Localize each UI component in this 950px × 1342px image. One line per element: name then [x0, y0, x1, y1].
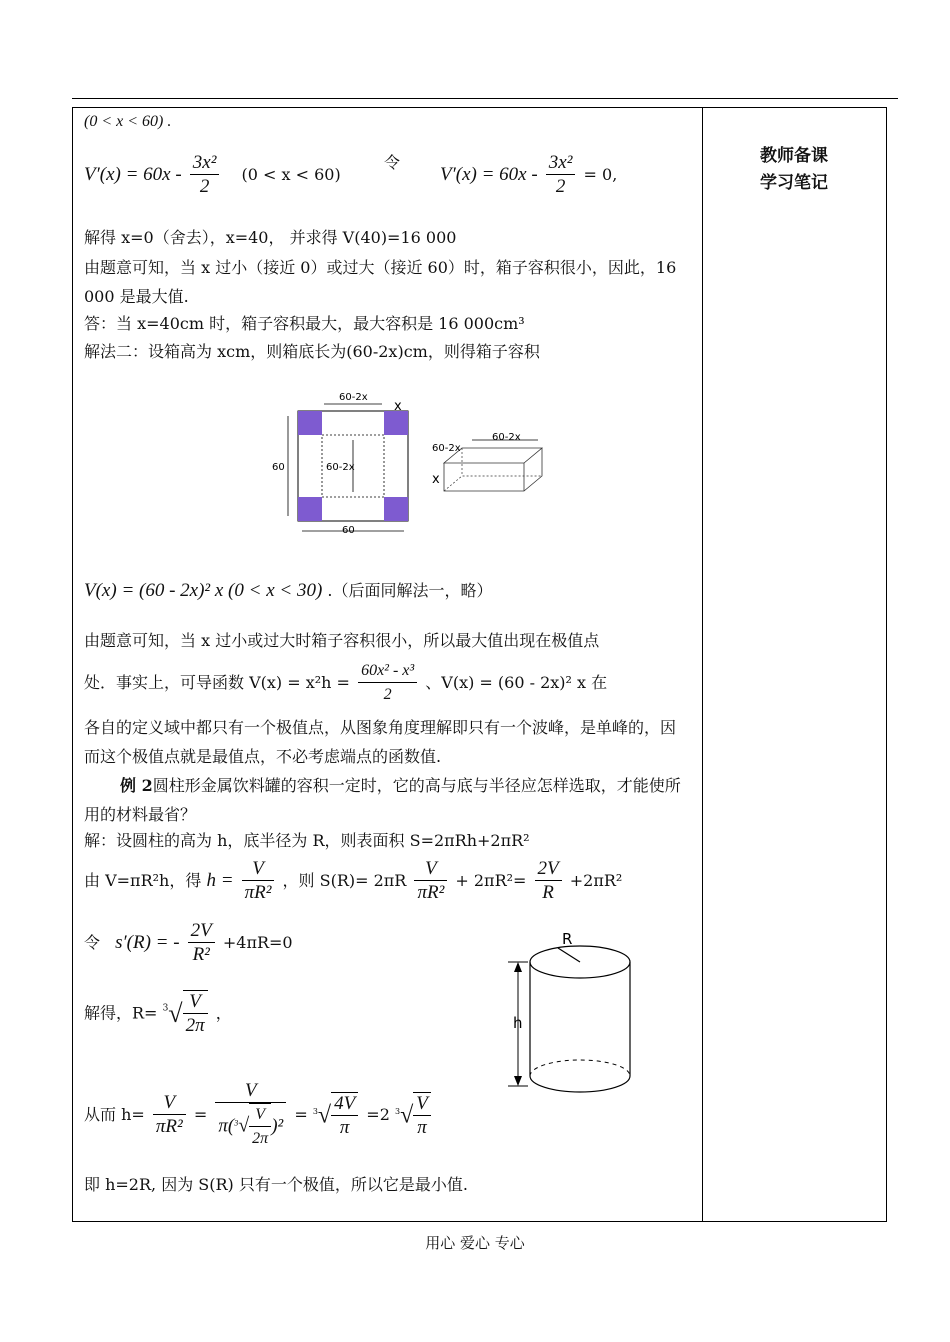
vprime-line: [84, 152, 341, 199]
h-fraction: [242, 858, 275, 905]
cylinder-bottom-back: [530, 1060, 630, 1076]
h5-radical: √: [400, 1102, 414, 1129]
reason2-line-c: 各自的定义域中都只有一个极值点，从图象角度理解即只有一个波峰，是单峰的，因而这个极值点就是最值点，不必考虑端点的函数值.: [84, 718, 677, 766]
h4-num: 4V: [331, 1093, 358, 1116]
cylinder-bottom-front: [530, 1076, 630, 1092]
h2-fraction: [153, 1092, 186, 1139]
h3-fraction: [215, 1080, 286, 1151]
example2-paragraph: [84, 771, 690, 829]
r-num: V: [183, 991, 208, 1014]
h3-inner-num: V: [249, 1104, 271, 1127]
solve-r-text: 解得，R=: [84, 1003, 158, 1023]
h5-fraction: [413, 1092, 431, 1140]
r-tail: ，: [215, 1003, 232, 1023]
vprime2-num: 3x²: [546, 152, 576, 175]
vprime-lhs: V′(x) = 60x -: [84, 164, 182, 185]
domain-line: [84, 110, 171, 133]
h4-den: π: [339, 1116, 350, 1138]
s-den2: R: [542, 882, 554, 903]
s-fraction-1: [414, 858, 447, 905]
s-num2: 2V: [535, 858, 562, 881]
h5-num: V: [413, 1093, 431, 1116]
box3d-x-label: x: [432, 472, 440, 487]
r-root-index: 3: [162, 1003, 169, 1014]
side-notes-heading: [704, 143, 884, 197]
box3d-left-label: 60-2x: [432, 443, 461, 454]
page-footer: 用心 爱心 专心: [425, 1234, 525, 1252]
h3-radical: √: [238, 1114, 250, 1137]
reason2-line-a: 由题意可知，当 x 过小或过大时箱子容积很小，所以最大值出现在极值点: [84, 631, 600, 650]
h4-root-index: 3: [312, 1107, 318, 1116]
reason2-b1: 处．事实上，可导函数 V(x) = x²h =: [84, 673, 350, 692]
reason2-b2: 、V(x) = (60 - 2x)² x 在: [425, 673, 608, 692]
h-den: πR²: [244, 882, 272, 903]
sprime-fraction: [188, 920, 215, 967]
vprime2-fraction: [546, 152, 576, 199]
bottom-dim-label: 60: [342, 525, 355, 536]
vprime-domain: (0 < x < 60): [241, 165, 341, 184]
h3-den-root: 3: [234, 1118, 239, 1128]
vprime2-lhs: V′(x) = 60x -: [440, 164, 538, 185]
h-result-line: [84, 1080, 434, 1151]
sprime-den: R²: [192, 944, 210, 965]
left-dim-label: 60: [272, 462, 285, 473]
h3-den-b: )²: [271, 1115, 284, 1137]
example2-text: 圆柱形金属饮料罐的容积一定时，它的高与底与半径应怎样选取，才能使所用的材料最省？: [84, 776, 681, 824]
reason2-fraction: [358, 660, 417, 707]
top-dim-label: 60-2x: [339, 392, 368, 403]
reason1-paragraph: 由题意可知，当 x 过小（接近 0）或过大（接近 60）时，箱子容积很小，因此，16 000 是最大值.: [84, 258, 677, 306]
h2-eq: =: [193, 1105, 208, 1124]
s-num1: V: [414, 858, 447, 881]
sprime-lhs: s′(R) = -: [115, 932, 180, 953]
solve-line: 解得 x=0（舍去），x=40， 并求得 V(40)=16 000: [84, 228, 457, 247]
h3-den: [215, 1103, 286, 1151]
h4-radical: √: [317, 1102, 332, 1129]
h3-num: V: [215, 1080, 286, 1103]
side-heading-line2: 学习笔记: [760, 173, 828, 193]
box-front-side: [444, 448, 542, 491]
h-derivation-line: [84, 858, 622, 905]
vprime2-rhs: = 0,: [583, 165, 618, 184]
ling2-label: 令: [84, 933, 101, 952]
r-fraction: [183, 990, 208, 1038]
header-rule: [72, 98, 898, 99]
s-expr-c: +2πR²: [569, 871, 623, 890]
height-label: h: [513, 1014, 523, 1032]
height-arrow-bottom: [514, 1076, 522, 1086]
sprime-line: [84, 920, 293, 967]
vprime-den: 2: [199, 176, 210, 197]
radius-line: [558, 948, 580, 962]
domain-text: (0 < x < 60) .: [84, 113, 172, 130]
sprime-num: 2V: [188, 920, 215, 943]
final-line: 即 h=2R, 因为 S(R) 只有一个极值，所以它是最小值.: [84, 1175, 468, 1194]
vx-note: .（后面同解法一，略）: [327, 581, 493, 600]
corner-square-br: [384, 497, 408, 521]
h5-root-index: 3: [394, 1107, 401, 1116]
reason2-den: 2: [383, 686, 392, 703]
box3d-top-label: 60-2x: [492, 432, 521, 443]
example2-label: 例 2: [120, 776, 153, 795]
corner-square-bl: [298, 497, 322, 521]
corner-square-tr: [384, 411, 408, 435]
vx-formula: V(x) = (60 - 2x)² x (0 < x < 30): [84, 580, 323, 601]
reason2-num: 60x² - x³: [358, 660, 417, 683]
column-divider: [702, 107, 703, 1222]
r-solution-line: [84, 990, 232, 1038]
h2-den: πR²: [155, 1116, 183, 1137]
h5-eq: =2: [366, 1105, 390, 1124]
s-expr-a: ，则 S(R)= 2πR: [282, 871, 407, 890]
vprime-zero-line: [440, 152, 617, 199]
hence-text: 从而 h=: [84, 1105, 145, 1124]
vx-formula-line: [84, 580, 492, 602]
corner-x-label: x: [394, 399, 402, 414]
r-radical-sign: √: [168, 999, 183, 1028]
h2-num: V: [153, 1092, 186, 1115]
h5-den: π: [417, 1116, 427, 1138]
h4-eq: =: [294, 1105, 308, 1124]
vprime2-den: 2: [555, 176, 566, 197]
h3-inner-den: 2π: [252, 1130, 269, 1147]
inner-dim-label: 60-2x: [326, 462, 355, 473]
vprime-fraction: [190, 152, 220, 199]
s-den1: πR²: [417, 882, 445, 903]
side-heading-line1: 教师备课: [760, 146, 828, 166]
corner-square-tl: [298, 411, 322, 435]
h-lhs: h =: [206, 870, 234, 891]
answer-line: 答：当 x=40cm 时，箱子容积最大，最大容积是 16 000cm³: [84, 314, 525, 333]
height-arrow-top: [514, 962, 522, 972]
h3-den-a: π(: [218, 1115, 235, 1137]
reason2-line-b: [84, 660, 607, 707]
radius-label: R: [562, 930, 573, 948]
sprime-rhs: +4πR=0: [222, 933, 293, 952]
ling-label: 令: [384, 153, 401, 172]
h3-inner-fraction: [249, 1103, 271, 1151]
solution-intro: 解：设圆柱的高为 h，底半径为 R，则表面积 S=2πRh+2πR²: [84, 831, 530, 850]
by-v-text: 由 V=πR²h，得: [84, 871, 202, 890]
s-fraction-2: [535, 858, 562, 905]
h-num: V: [242, 858, 275, 881]
s-expr-b: + 2πR²=: [455, 871, 527, 890]
cylinder-figure: [496, 926, 636, 1102]
vprime-num: 3x²: [190, 152, 220, 175]
h4-fraction: [331, 1092, 358, 1140]
method2-line: 解法二：设箱高为 xcm，则箱底长为(60-2x)cm，则得箱子容积: [84, 342, 540, 361]
r-den: 2π: [185, 1015, 205, 1036]
box-net-figure: [262, 388, 562, 538]
